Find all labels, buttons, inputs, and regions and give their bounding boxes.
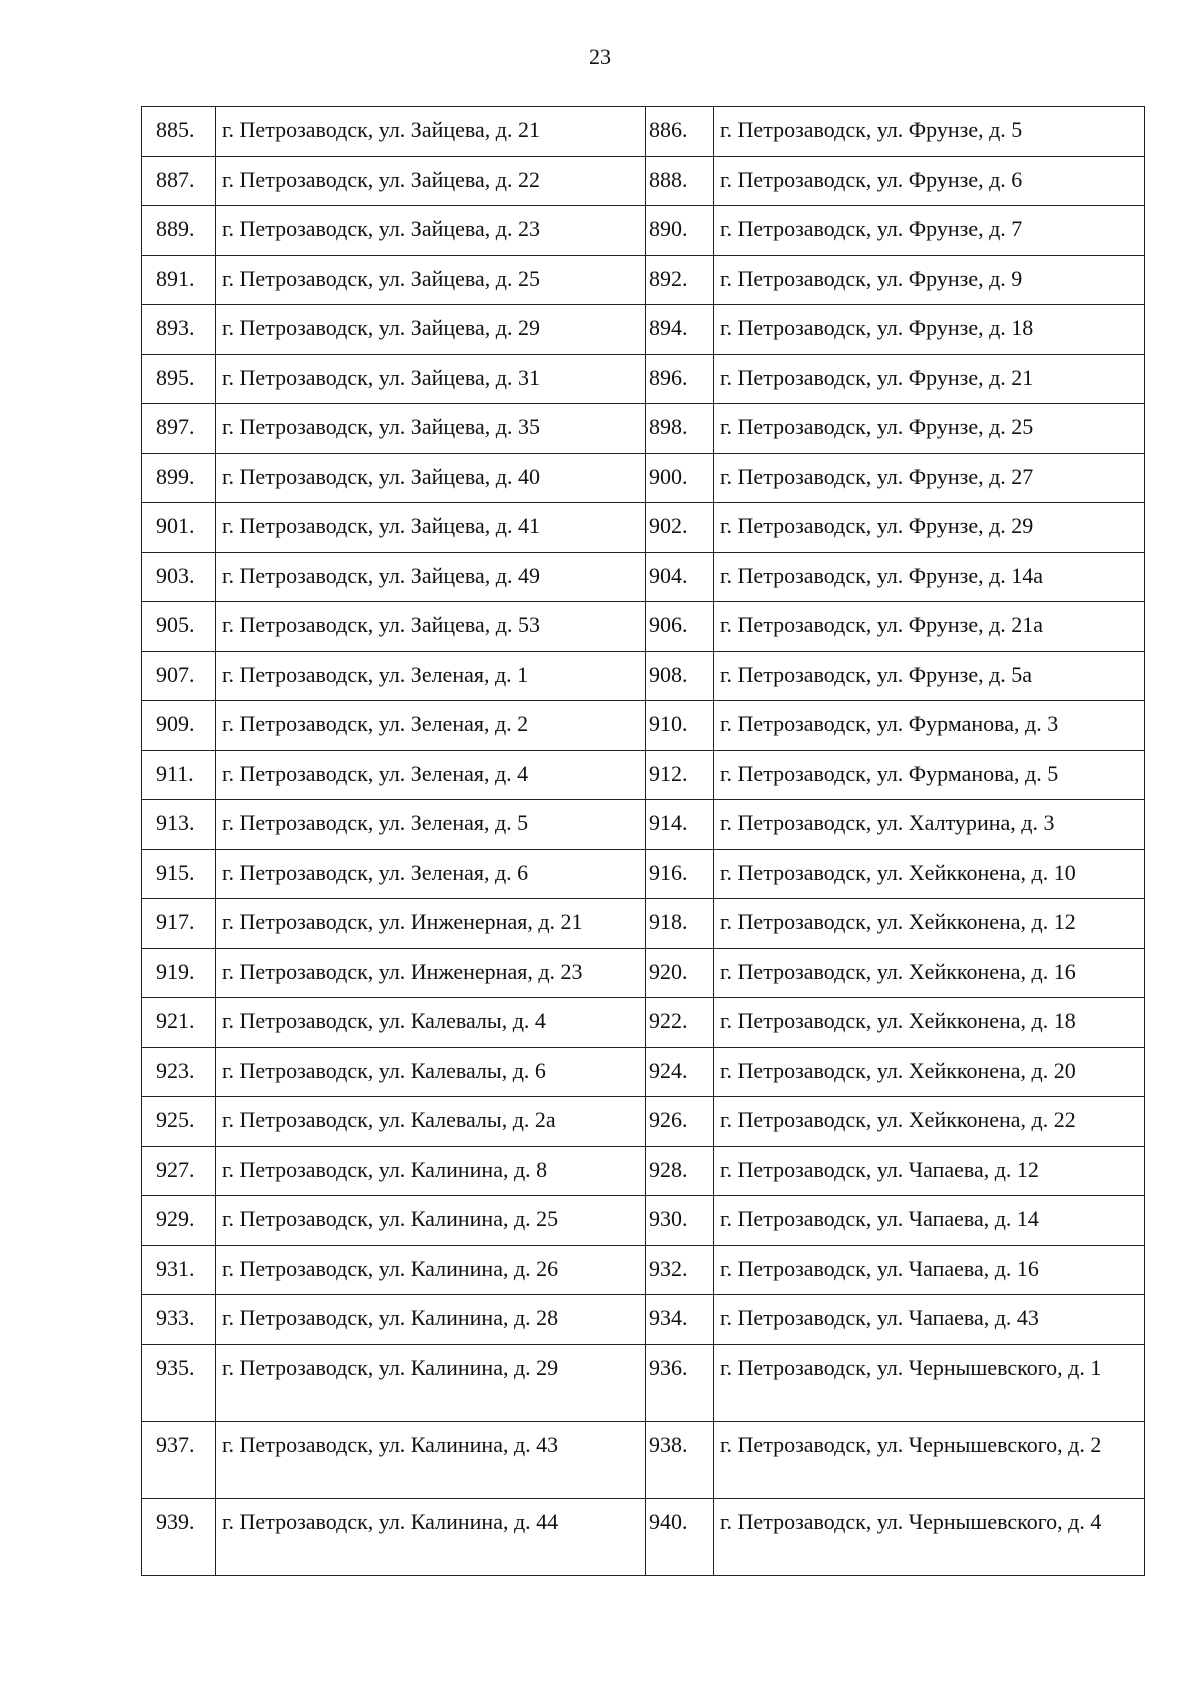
- entry-number-left: 899.: [142, 453, 216, 503]
- entry-number-right: 934.: [646, 1295, 714, 1345]
- entry-number-right: 904.: [646, 552, 714, 602]
- entry-number-left: 901.: [142, 503, 216, 553]
- entry-number-left: 915.: [142, 849, 216, 899]
- entry-number-right: 908.: [646, 651, 714, 701]
- table-row: [142, 206, 1145, 256]
- table-row: [142, 1498, 1145, 1575]
- entry-number-left: 927.: [142, 1146, 216, 1196]
- entry-number-left: 885.: [142, 107, 216, 157]
- entry-address-left: г. Петрозаводск, ул. Зеленая, д. 6: [216, 849, 646, 899]
- table-row: [142, 800, 1145, 850]
- table-row: [142, 305, 1145, 355]
- entry-address-right: г. Петрозаводск, ул. Хейкконена, д. 16: [714, 948, 1145, 998]
- entry-number-left: 909.: [142, 701, 216, 751]
- entry-number-left: 891.: [142, 255, 216, 305]
- entry-number-left: 919.: [142, 948, 216, 998]
- table-row: [142, 354, 1145, 404]
- entry-address-right: г. Петрозаводск, ул. Хейкконена, д. 12: [714, 899, 1145, 949]
- entry-address-right: г. Петрозаводск, ул. Хейкконена, д. 20: [714, 1047, 1145, 1097]
- entry-number-right: 902.: [646, 503, 714, 553]
- table-row: [142, 998, 1145, 1048]
- entry-number-right: 896.: [646, 354, 714, 404]
- entry-number-right: 936.: [646, 1344, 714, 1421]
- table-row: [142, 1421, 1145, 1498]
- entry-address-left: г. Петрозаводск, ул. Калевалы, д. 2а: [216, 1097, 646, 1147]
- entry-address-left: г. Петрозаводск, ул. Зайцева, д. 21: [216, 107, 646, 157]
- entry-address-right: г. Петрозаводск, ул. Халтурина, д. 3: [714, 800, 1145, 850]
- entry-number-left: 893.: [142, 305, 216, 355]
- entry-address-left: г. Петрозаводск, ул. Зайцева, д. 23: [216, 206, 646, 256]
- entry-address-right: г. Петрозаводск, ул. Фрунзе, д. 18: [714, 305, 1145, 355]
- entry-number-right: 918.: [646, 899, 714, 949]
- entry-address-right: г. Петрозаводск, ул. Фрунзе, д. 14а: [714, 552, 1145, 602]
- entry-address-left: г. Петрозаводск, ул. Зайцева, д. 25: [216, 255, 646, 305]
- entry-address-left: г. Петрозаводск, ул. Калинина, д. 44: [216, 1498, 646, 1575]
- entry-address-left: г. Петрозаводск, ул. Калинина, д. 29: [216, 1344, 646, 1421]
- table-row: [142, 1047, 1145, 1097]
- entry-number-right: 894.: [646, 305, 714, 355]
- entry-address-left: г. Петрозаводск, ул. Калевалы, д. 4: [216, 998, 646, 1048]
- table-row: [142, 602, 1145, 652]
- entry-number-right: 886.: [646, 107, 714, 157]
- entry-address-left: г. Петрозаводск, ул. Инженерная, д. 21: [216, 899, 646, 949]
- entry-address-right: г. Петрозаводск, ул. Фрунзе, д. 9: [714, 255, 1145, 305]
- entry-address-right: г. Петрозаводск, ул. Фрунзе, д. 5: [714, 107, 1145, 157]
- entry-number-left: 929.: [142, 1196, 216, 1246]
- table-row: [142, 107, 1145, 157]
- entry-number-right: 930.: [646, 1196, 714, 1246]
- entry-number-right: 914.: [646, 800, 714, 850]
- entry-address-right: г. Петрозаводск, ул. Фрунзе, д. 25: [714, 404, 1145, 454]
- entry-address-right: г. Петрозаводск, ул. Фрунзе, д. 27: [714, 453, 1145, 503]
- entry-address-right: г. Петрозаводск, ул. Чапаева, д. 14: [714, 1196, 1145, 1246]
- entry-address-right: г. Петрозаводск, ул. Фрунзе, д. 5а: [714, 651, 1145, 701]
- entry-number-right: 932.: [646, 1245, 714, 1295]
- entry-number-right: 926.: [646, 1097, 714, 1147]
- entry-number-right: 898.: [646, 404, 714, 454]
- table-row: [142, 1344, 1145, 1421]
- table-row: [142, 750, 1145, 800]
- entry-address-left: г. Петрозаводск, ул. Зеленая, д. 1: [216, 651, 646, 701]
- entry-number-right: 940.: [646, 1498, 714, 1575]
- entry-address-right: г. Петрозаводск, ул. Фрунзе, д. 29: [714, 503, 1145, 553]
- table-row: [142, 899, 1145, 949]
- entry-number-right: 916.: [646, 849, 714, 899]
- entry-address-right: г. Петрозаводск, ул. Фрунзе, д. 21: [714, 354, 1145, 404]
- entry-address-right: г. Петрозаводск, ул. Хейкконена, д. 10: [714, 849, 1145, 899]
- table-row: [142, 255, 1145, 305]
- entry-address-left: г. Петрозаводск, ул. Калевалы, д. 6: [216, 1047, 646, 1097]
- table-row: [142, 404, 1145, 454]
- entry-address-left: г. Петрозаводск, ул. Зайцева, д. 40: [216, 453, 646, 503]
- entry-address-left: г. Петрозаводск, ул. Калинина, д. 8: [216, 1146, 646, 1196]
- entry-address-right: г. Петрозаводск, ул. Чернышевского, д. 2: [714, 1421, 1145, 1498]
- entry-address-right: г. Петрозаводск, ул. Фрунзе, д. 6: [714, 156, 1145, 206]
- entry-number-left: 905.: [142, 602, 216, 652]
- entry-address-left: г. Петрозаводск, ул. Зеленая, д. 4: [216, 750, 646, 800]
- entry-address-left: г. Петрозаводск, ул. Калинина, д. 43: [216, 1421, 646, 1498]
- entry-number-left: 933.: [142, 1295, 216, 1345]
- entry-number-right: 910.: [646, 701, 714, 751]
- table-row: [142, 1097, 1145, 1147]
- page-number: 23: [589, 44, 611, 69]
- entry-number-left: 889.: [142, 206, 216, 256]
- entry-address-left: г. Петрозаводск, ул. Калинина, д. 25: [216, 1196, 646, 1246]
- entry-number-left: 937.: [142, 1421, 216, 1498]
- entry-address-right: г. Петрозаводск, ул. Хейкконена, д. 22: [714, 1097, 1145, 1147]
- entry-number-left: 887.: [142, 156, 216, 206]
- entry-number-right: 890.: [646, 206, 714, 256]
- entry-number-left: 931.: [142, 1245, 216, 1295]
- table-row: [142, 1245, 1145, 1295]
- entry-address-right: г. Петрозаводск, ул. Фурманова, д. 5: [714, 750, 1145, 800]
- entry-address-right: г. Петрозаводск, ул. Чернышевского, д. 1: [714, 1344, 1145, 1421]
- table-row: [142, 1295, 1145, 1345]
- entry-address-left: г. Петрозаводск, ул. Зайцева, д. 49: [216, 552, 646, 602]
- table-row: [142, 453, 1145, 503]
- entry-address-left: г. Петрозаводск, ул. Зайцева, д. 22: [216, 156, 646, 206]
- entry-address-right: г. Петрозаводск, ул. Чапаева, д. 16: [714, 1245, 1145, 1295]
- entry-number-right: 922.: [646, 998, 714, 1048]
- entry-number-left: 923.: [142, 1047, 216, 1097]
- entry-address-left: г. Петрозаводск, ул. Инженерная, д. 23: [216, 948, 646, 998]
- entry-address-right: г. Петрозаводск, ул. Чапаева, д. 43: [714, 1295, 1145, 1345]
- address-table-body: [142, 107, 1145, 1576]
- table-row: [142, 552, 1145, 602]
- entry-number-left: 925.: [142, 1097, 216, 1147]
- entry-number-left: 911.: [142, 750, 216, 800]
- table-row: [142, 1196, 1145, 1246]
- address-table: [141, 106, 1145, 1576]
- entry-number-right: 938.: [646, 1421, 714, 1498]
- table-row: [142, 503, 1145, 553]
- table-row: [142, 651, 1145, 701]
- entry-address-left: г. Петрозаводск, ул. Зеленая, д. 2: [216, 701, 646, 751]
- entry-number-left: 913.: [142, 800, 216, 850]
- entry-number-left: 897.: [142, 404, 216, 454]
- entry-address-right: г. Петрозаводск, ул. Фрунзе, д. 21а: [714, 602, 1145, 652]
- table-row: [142, 948, 1145, 998]
- entry-address-left: г. Петрозаводск, ул. Зайцева, д. 53: [216, 602, 646, 652]
- entry-number-left: 903.: [142, 552, 216, 602]
- entry-number-right: 892.: [646, 255, 714, 305]
- entry-address-right: г. Петрозаводск, ул. Хейкконена, д. 18: [714, 998, 1145, 1048]
- entry-number-right: 912.: [646, 750, 714, 800]
- entry-address-right: г. Петрозаводск, ул. Фурманова, д. 3: [714, 701, 1145, 751]
- entry-number-right: 888.: [646, 156, 714, 206]
- table-row: [142, 156, 1145, 206]
- table-row: [142, 701, 1145, 751]
- entry-address-left: г. Петрозаводск, ул. Зайцева, д. 41: [216, 503, 646, 553]
- entry-address-left: г. Петрозаводск, ул. Калинина, д. 28: [216, 1295, 646, 1345]
- entry-number-right: 906.: [646, 602, 714, 652]
- entry-address-left: г. Петрозаводск, ул. Зайцева, д. 31: [216, 354, 646, 404]
- entry-number-left: 921.: [142, 998, 216, 1048]
- entry-address-left: г. Петрозаводск, ул. Зайцева, д. 35: [216, 404, 646, 454]
- entry-number-right: 924.: [646, 1047, 714, 1097]
- entry-address-right: г. Петрозаводск, ул. Фрунзе, д. 7: [714, 206, 1145, 256]
- table-row: [142, 1146, 1145, 1196]
- entry-number-left: 895.: [142, 354, 216, 404]
- entry-number-right: 900.: [646, 453, 714, 503]
- entry-address-right: г. Петрозаводск, ул. Чапаева, д. 12: [714, 1146, 1145, 1196]
- entry-address-left: г. Петрозаводск, ул. Зайцева, д. 29: [216, 305, 646, 355]
- entry-address-left: г. Петрозаводск, ул. Калинина, д. 26: [216, 1245, 646, 1295]
- entry-number-left: 939.: [142, 1498, 216, 1575]
- entry-number-right: 920.: [646, 948, 714, 998]
- entry-number-left: 907.: [142, 651, 216, 701]
- table-row: [142, 849, 1145, 899]
- entry-number-left: 935.: [142, 1344, 216, 1421]
- entry-number-right: 928.: [646, 1146, 714, 1196]
- entry-number-left: 917.: [142, 899, 216, 949]
- entry-address-left: г. Петрозаводск, ул. Зеленая, д. 5: [216, 800, 646, 850]
- entry-address-right: г. Петрозаводск, ул. Чернышевского, д. 4: [714, 1498, 1145, 1575]
